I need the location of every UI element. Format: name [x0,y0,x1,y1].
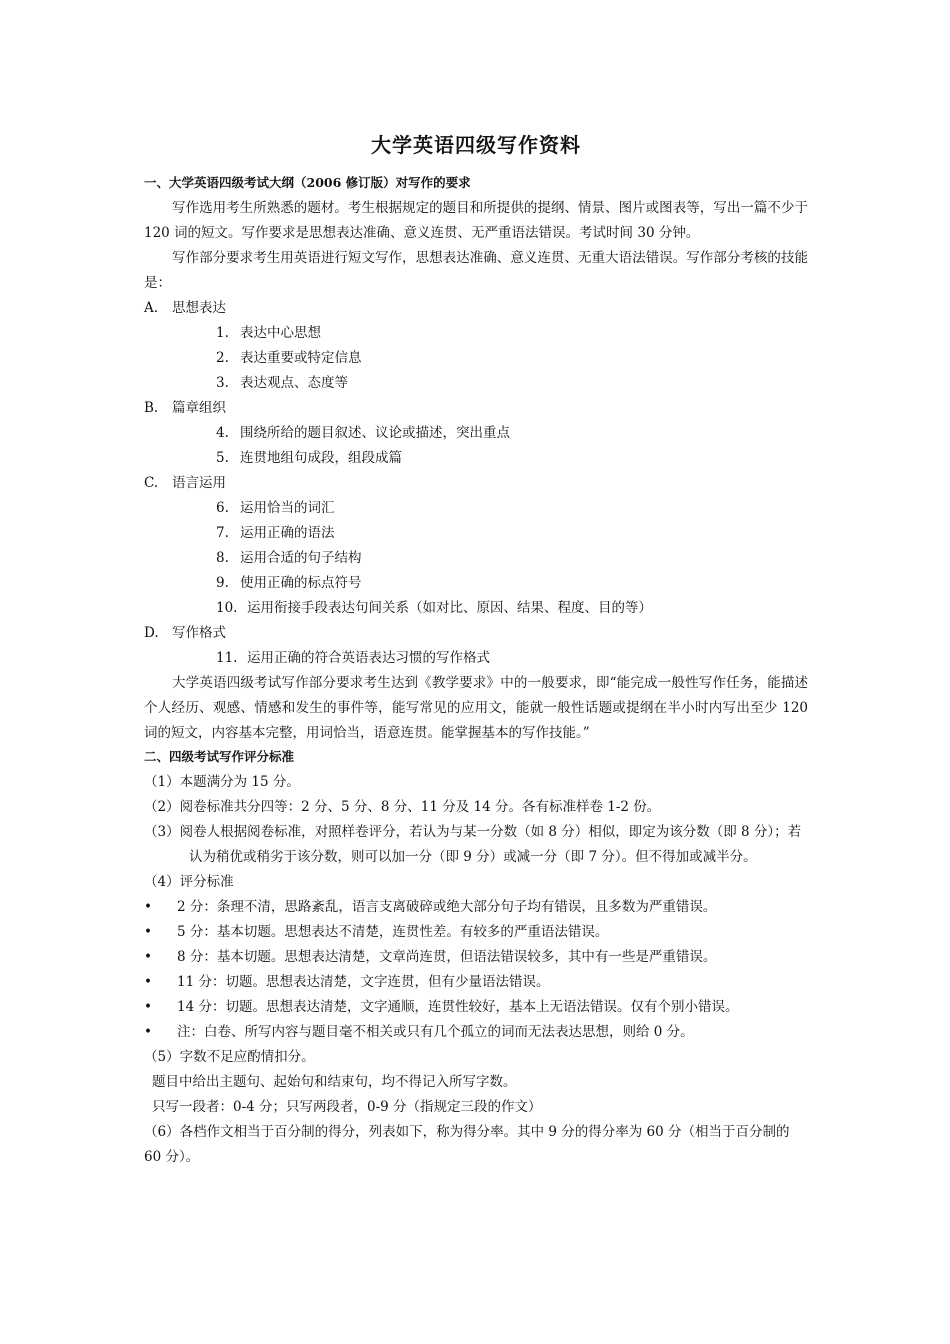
scoring-bullet-text: 8 分：基本切题。思想表达清楚，文章尚连贯，但语法错误较多，其中有一些是严重错误。 [177,949,717,965]
skill-item-number: 11. [216,650,238,666]
scoring-bullet-text: 5 分：基本切题。思想表达不清楚，连贯性差。有较多的严重语法错误。 [177,924,609,940]
skill-item [216,596,808,621]
skill-item [216,321,808,346]
skill-item [216,421,808,446]
skill-item-text: 连贯地组句成段，组段成篇 [240,450,402,466]
bullet-icon: • [144,924,152,940]
skill-item-text: 运用合适的句子结构 [240,550,362,566]
skill-item [216,446,808,471]
skill-group-label: 语言运用 [172,475,226,491]
section1-paragraph-3: 大学英语四级考试写作部分要求考生达到《教学要求》中的一般要求，即“能完成一般性写作任务，能描述个人经历、观感、情感和发生的事件等，能写常见的应用文，能就一般性话题或提纲在半小时内写出至少 120 词的短文，内容基本完整，用词恰当，语意连贯。能掌握基本的写作技能。” [144,675,808,741]
skill-item [216,571,808,596]
skill-item-text: 表达中心思想 [240,325,321,341]
skill-group-b [144,396,808,421]
scoring-item-5-note-2: 只写一段者：0-4 分；只写两段者，0-9 分（指规定三段的作文） [152,1099,542,1115]
section1-paragraph-2: 写作部分要求考生用英语进行短文写作，思想表达准确、意义连贯、无重大语法错误。写作部分考核的技能是： [144,250,808,291]
scoring-bullet-text: 2 分：条理不清，思路紊乱，语言支离破碎或绝大部分句子均有错误，且多数为严重错误。 [177,899,717,915]
skill-item-text: 表达观点、态度等 [240,375,348,391]
scoring-bullet [144,970,808,995]
section1-paragraph-1: 写作选用考生所熟悉的题材。考生根据规定的题目和所提供的提纲、情景、图片或图表等，写出一篇不少于 120 词的短文。写作要求是思想表达准确、意义连贯、无严重语法错误。考试时间 30 分钟。 [144,200,808,241]
scoring-bullet-text: 11 分：切题。思想表达清楚，文字连贯，但有少量语法错误。 [177,974,550,990]
skill-item-number: 4. [216,425,229,441]
skill-item-text: 表达重要或特定信息 [240,350,362,366]
skill-item-number: 7. [216,525,229,541]
skill-item-text: 围绕所给的题目叙述、议论或描述，突出重点 [240,425,510,441]
skill-group-d [144,621,808,646]
scoring-bullet [144,945,808,970]
skill-item-text: 运用恰当的词汇 [240,500,335,516]
skill-group-c [144,471,808,496]
scoring-item-2: （2）阅卷标准共分四等：2 分、5 分、8 分、11 分及 14 分。各有标准样卷 1-2 份。 [144,799,661,815]
skill-item [216,496,808,521]
bullet-icon: • [144,1024,152,1040]
skill-item-text: 运用衔接手段表达句间关系（如对比、原因、结果、程度、目的等） [247,600,652,616]
scoring-item-3: （3）阅卷人根据阅卷标准，对照样卷评分，若认为与某一分数（如 8 分）相似，即定为该分数（即 8 分）；若认为稍优或稍劣于该分数，则可以加一分（即 9 分）或减一分（即 7 分）。但不得加或减半分。 [144,824,802,865]
skill-group-a [144,296,808,321]
scoring-bullet [144,1020,808,1045]
skill-item [216,546,808,571]
scoring-item-5: （5）字数不足应酌情扣分。 [144,1049,315,1065]
section2-heading: 二、四级考试写作评分标准 [144,749,295,764]
scoring-item-4: （4）评分标准 [144,874,234,890]
skill-item-number: 3. [216,375,229,391]
skill-group-label: 思想表达 [172,300,226,316]
skill-group-letter: A. [144,300,159,316]
bullet-icon: • [144,999,152,1015]
bullet-icon: • [144,974,152,990]
skill-group-letter: C. [144,475,159,491]
scoring-bullet [144,995,808,1020]
skill-item [216,521,808,546]
document-title: 大学英语四级写作资料 [371,133,581,157]
skill-item [216,646,808,671]
skill-item-number: 6. [216,500,229,516]
skill-group-letter: D. [144,625,159,641]
skill-group-label: 篇章组织 [172,400,226,416]
bullet-icon: • [144,949,152,965]
skill-item-text: 运用正确的语法 [240,525,335,541]
skill-item-number: 1. [216,325,229,341]
scoring-item-6: （6）各档作文相当于百分制的得分，列表如下，称为得分率。其中 9 分的得分率为 60 分（相当于百分制的 60 分）。 [144,1124,790,1165]
skill-group-letter: B. [144,400,159,416]
scoring-bullet [144,895,808,920]
skill-item [216,371,808,396]
document-page [144,130,808,1170]
scoring-bullet-text: 14 分：切题。思想表达清楚，文字通顺，连贯性较好，基本上无语法错误。仅有个别小错误。 [177,999,739,1015]
skill-item-number: 2. [216,350,229,366]
scoring-item-5-note-1: 题目中给出主题句、起始句和结束句，均不得记入所写字数。 [152,1074,517,1090]
skill-item [216,346,808,371]
section1-heading: 一、大学英语四级考试大纲（2006 修订版）对写作的要求 [144,175,471,190]
scoring-bullet-text: 注：白卷、所写内容与题目毫不相关或只有几个孤立的词而无法表达思想，则给 0 分。 [177,1024,694,1040]
skill-item-text: 运用正确的符合英语表达习惯的写作格式 [247,650,490,666]
skill-item-number: 5. [216,450,229,466]
scoring-bullet [144,920,808,945]
scoring-item-1: （1）本题满分为 15 分。 [144,774,300,790]
skill-group-label: 写作格式 [172,625,226,641]
skill-item-number: 10. [216,600,238,616]
skill-item-number: 8. [216,550,229,566]
bullet-icon: • [144,899,152,915]
skill-item-text: 使用正确的标点符号 [240,575,362,591]
skill-item-number: 9. [216,575,229,591]
